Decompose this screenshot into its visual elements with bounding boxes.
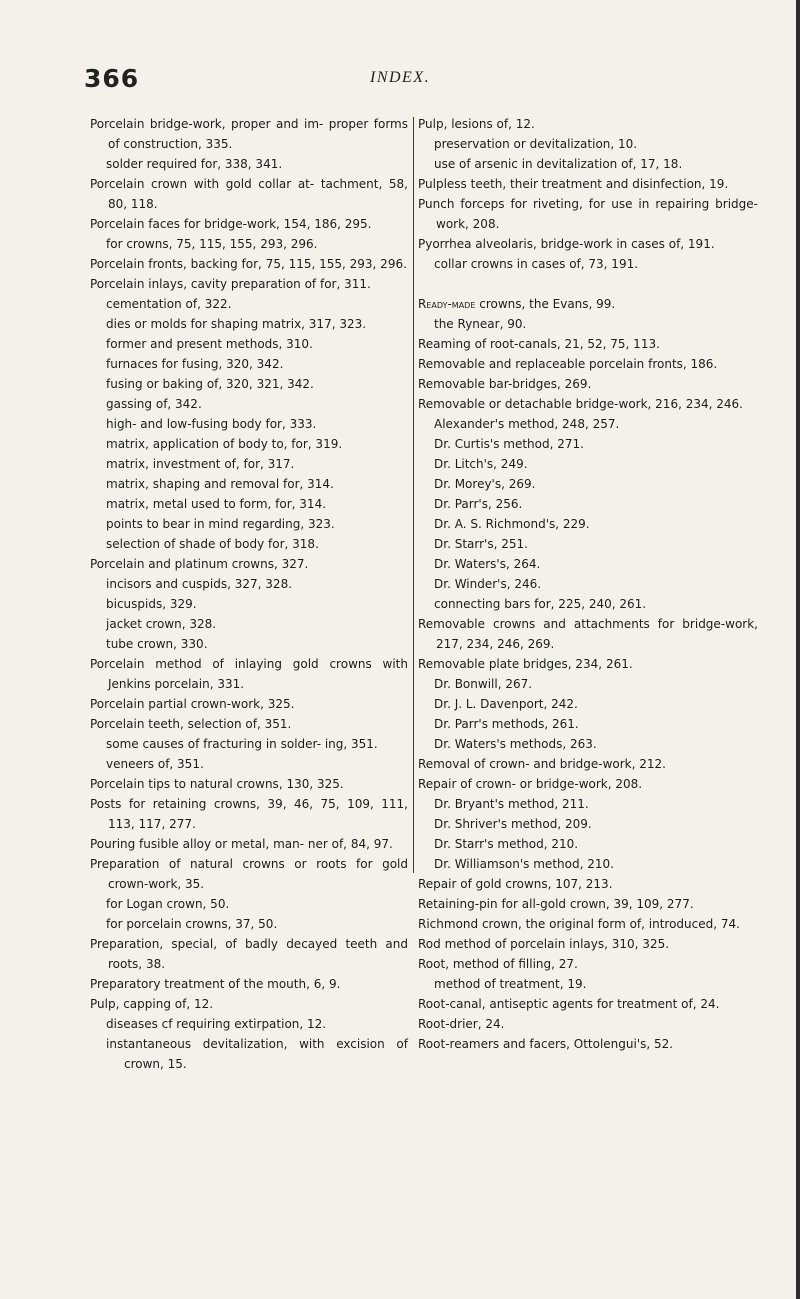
index-entry: Richmond crown, the original form of, introduced, 74. xyxy=(418,917,740,931)
page-number: 366 xyxy=(84,64,140,93)
index-subentry: matrix, shaping and removal for, 314. xyxy=(106,477,334,491)
index-entry: Reaming of root-canals, 21, 52, 75, 113. xyxy=(418,337,660,351)
index-subentry: high- and low-fusing body for, 333. xyxy=(106,417,317,431)
index-subentry: use of arsenic in devitalization of, 17, 18. xyxy=(434,157,683,171)
index-entry: Root-canal, antiseptic agents for treatment of, 24. xyxy=(418,997,720,1011)
index-subentry: the Rynear, 90. xyxy=(434,317,527,331)
index-subentry: Dr. Parr's methods, 261. xyxy=(434,717,579,731)
index-column-right xyxy=(418,114,758,1054)
index-subentry: Dr. Morey's, 269. xyxy=(434,477,536,491)
index-subentry: instantaneous devitalization, with excision of crown, 15. xyxy=(106,1037,408,1071)
page-edge xyxy=(796,0,800,1299)
index-entry: Removable plate bridges, 234, 261. xyxy=(418,657,633,671)
index-entry: Removal of crown- and bridge-work, 212. xyxy=(418,757,666,771)
index-subentry: tube crown, 330. xyxy=(106,637,208,651)
index-subentry: collar crowns in cases of, 73, 191. xyxy=(434,257,639,271)
index-subentry: Dr. Starr's method, 210. xyxy=(434,837,579,851)
index-entry: Rod method of porcelain inlays, 310, 325. xyxy=(418,937,670,951)
index-subentry: Dr. J. L. Davenport, 242. xyxy=(434,697,578,711)
index-subentry: solder required for, 338, 341. xyxy=(106,157,283,171)
index-subentry: Alexander's method, 248, 257. xyxy=(434,417,620,431)
index-subentry: Dr. Winder's, 246. xyxy=(434,577,542,591)
index-entry-lead: Ready-made xyxy=(418,297,476,311)
index-subentry: Dr. Bonwill, 267. xyxy=(434,677,533,691)
index-entry: Porcelain method of inlaying gold crowns with Jenkins porcelain, 331. xyxy=(90,657,408,691)
index-entry: Root-reamers and facers, Ottolengui's, 52. xyxy=(418,1037,674,1051)
index-entry: Posts for retaining crowns, 39, 46, 75, 109, 111, 113, 117, 277. xyxy=(90,797,408,831)
index-entry: Root, method of filling, 27. xyxy=(418,957,578,971)
index-entry: Removable and replaceable porcelain fronts, 186. xyxy=(418,357,718,371)
index-entry: Pyorrhea alveolaris, bridge-work in cases of, 191. xyxy=(418,237,715,251)
index-subentry: gassing of, 342. xyxy=(106,397,202,411)
index-subentry: Dr. Shriver's method, 209. xyxy=(434,817,592,831)
index-subentry: jacket crown, 328. xyxy=(106,617,217,631)
index-entry: Pulpless teeth, their treatment and disinfection, 19. xyxy=(418,177,729,191)
index-subentry: Dr. Curtis's method, 271. xyxy=(434,437,584,451)
index-entry: Removable crowns and attachments for bridge-work, 217, 234, 246, 269. xyxy=(418,617,758,651)
index-entry: Porcelain tips to natural crowns, 130, 325. xyxy=(90,777,344,791)
index-subentry: Dr. Bryant's method, 211. xyxy=(434,797,589,811)
index-entry: Porcelain faces for bridge-work, 154, 186, 295. xyxy=(90,217,372,231)
index-subentry: Dr. Starr's, 251. xyxy=(434,537,528,551)
index-subentry: method of treatment, 19. xyxy=(434,977,587,991)
index-entry: Repair of gold crowns, 107, 213. xyxy=(418,877,613,891)
index-entry: Retaining-pin for all-gold crown, 39, 109, 277. xyxy=(418,897,694,911)
index-entry: Preparatory treatment of the mouth, 6, 9. xyxy=(90,977,341,991)
column-divider xyxy=(413,117,414,873)
index-subentry: diseases cf requiring extirpation, 12. xyxy=(106,1017,327,1031)
index-subentry: connecting bars for, 225, 240, 261. xyxy=(434,597,647,611)
index-subentry: furnaces for fusing, 320, 342. xyxy=(106,357,284,371)
index-subentry: Dr. Waters's, 264. xyxy=(434,557,541,571)
index-subentry: Dr. Waters's methods, 263. xyxy=(434,737,597,751)
index-subentry: matrix, investment of, for, 317. xyxy=(106,457,295,471)
index-entry: Porcelain teeth, selection of, 351. xyxy=(90,717,292,731)
index-subentry: Dr. Parr's, 256. xyxy=(434,497,523,511)
index-subentry: points to bear in mind regarding, 323. xyxy=(106,517,335,531)
index-entry: Porcelain partial crown-work, 325. xyxy=(90,697,295,711)
index-subentry: for porcelain crowns, 37, 50. xyxy=(106,917,278,931)
index-entry: Removable or detachable bridge-work, 216, 234, 246. xyxy=(418,397,743,411)
index-group-p xyxy=(418,114,758,274)
index-entry-rest: crowns, the Evans, 99. xyxy=(475,297,616,311)
index-entry: Porcelain and platinum crowns, 327. xyxy=(90,557,309,571)
index-subentry: matrix, application of body to, for, 319. xyxy=(106,437,343,451)
running-head: INDEX. xyxy=(370,69,431,86)
index-subentry: for crowns, 75, 115, 155, 293, 296. xyxy=(106,237,318,251)
index-subentry: incisors and cuspids, 327, 328. xyxy=(106,577,293,591)
index-subentry: selection of shade of body for, 318. xyxy=(106,537,319,551)
page-header xyxy=(0,60,800,100)
index-subentry: cementation of, 322. xyxy=(106,297,232,311)
index-entry: Porcelain inlays, cavity preparation of for, 311. xyxy=(90,277,371,291)
index-entry: Root-drier, 24. xyxy=(418,1017,505,1031)
index-entry xyxy=(418,294,758,314)
index-entry: Removable bar-bridges, 269. xyxy=(418,377,592,391)
index-subentry: Dr. A. S. Richmond's, 229. xyxy=(434,517,590,531)
index-group-r xyxy=(418,314,758,1054)
index-subentry: fusing or baking of, 320, 321, 342. xyxy=(106,377,314,391)
index-subentry: Dr. Williamson's method, 210. xyxy=(434,857,614,871)
index-entry: Punch forceps for riveting, for use in repairing bridge-work, 208. xyxy=(418,197,758,231)
index-subentry: matrix, metal used to form, for, 314. xyxy=(106,497,327,511)
index-entry: Porcelain crown with gold collar at- tachment, 58, 80, 118. xyxy=(90,177,408,211)
index-column-left xyxy=(90,114,408,1074)
index-subentry: former and present methods, 310. xyxy=(106,337,313,351)
index-entry: Porcelain bridge-work, proper and im- proper forms of construction, 335. xyxy=(90,117,408,151)
index-subentry: dies or molds for shaping matrix, 317, 323. xyxy=(106,317,367,331)
index-entry: Pulp, lesions of, 12. xyxy=(418,117,535,131)
index-subentry: bicuspids, 329. xyxy=(106,597,197,611)
index-entry: Pouring fusible alloy or metal, man- ner of, 84, 97. xyxy=(90,837,393,851)
index-subentry: some causes of fracturing in solder- ing, 351. xyxy=(106,737,378,751)
index-subentry: veneers of, 351. xyxy=(106,757,204,771)
index-entry: Pulp, capping of, 12. xyxy=(90,997,214,1011)
index-entry: Preparation, special, of badly decayed teeth and roots, 38. xyxy=(90,937,408,971)
index-entry: Preparation of natural crowns or roots for gold crown-work, 35. xyxy=(90,857,408,891)
index-subentry: Dr. Litch's, 249. xyxy=(434,457,528,471)
index-entry: Repair of crown- or bridge-work, 208. xyxy=(418,777,643,791)
index-subentry: preservation or devitalization, 10. xyxy=(434,137,638,151)
index-entry: Porcelain fronts, backing for, 75, 115, 155, 293, 296. xyxy=(90,257,407,271)
index-subentry: for Logan crown, 50. xyxy=(106,897,230,911)
